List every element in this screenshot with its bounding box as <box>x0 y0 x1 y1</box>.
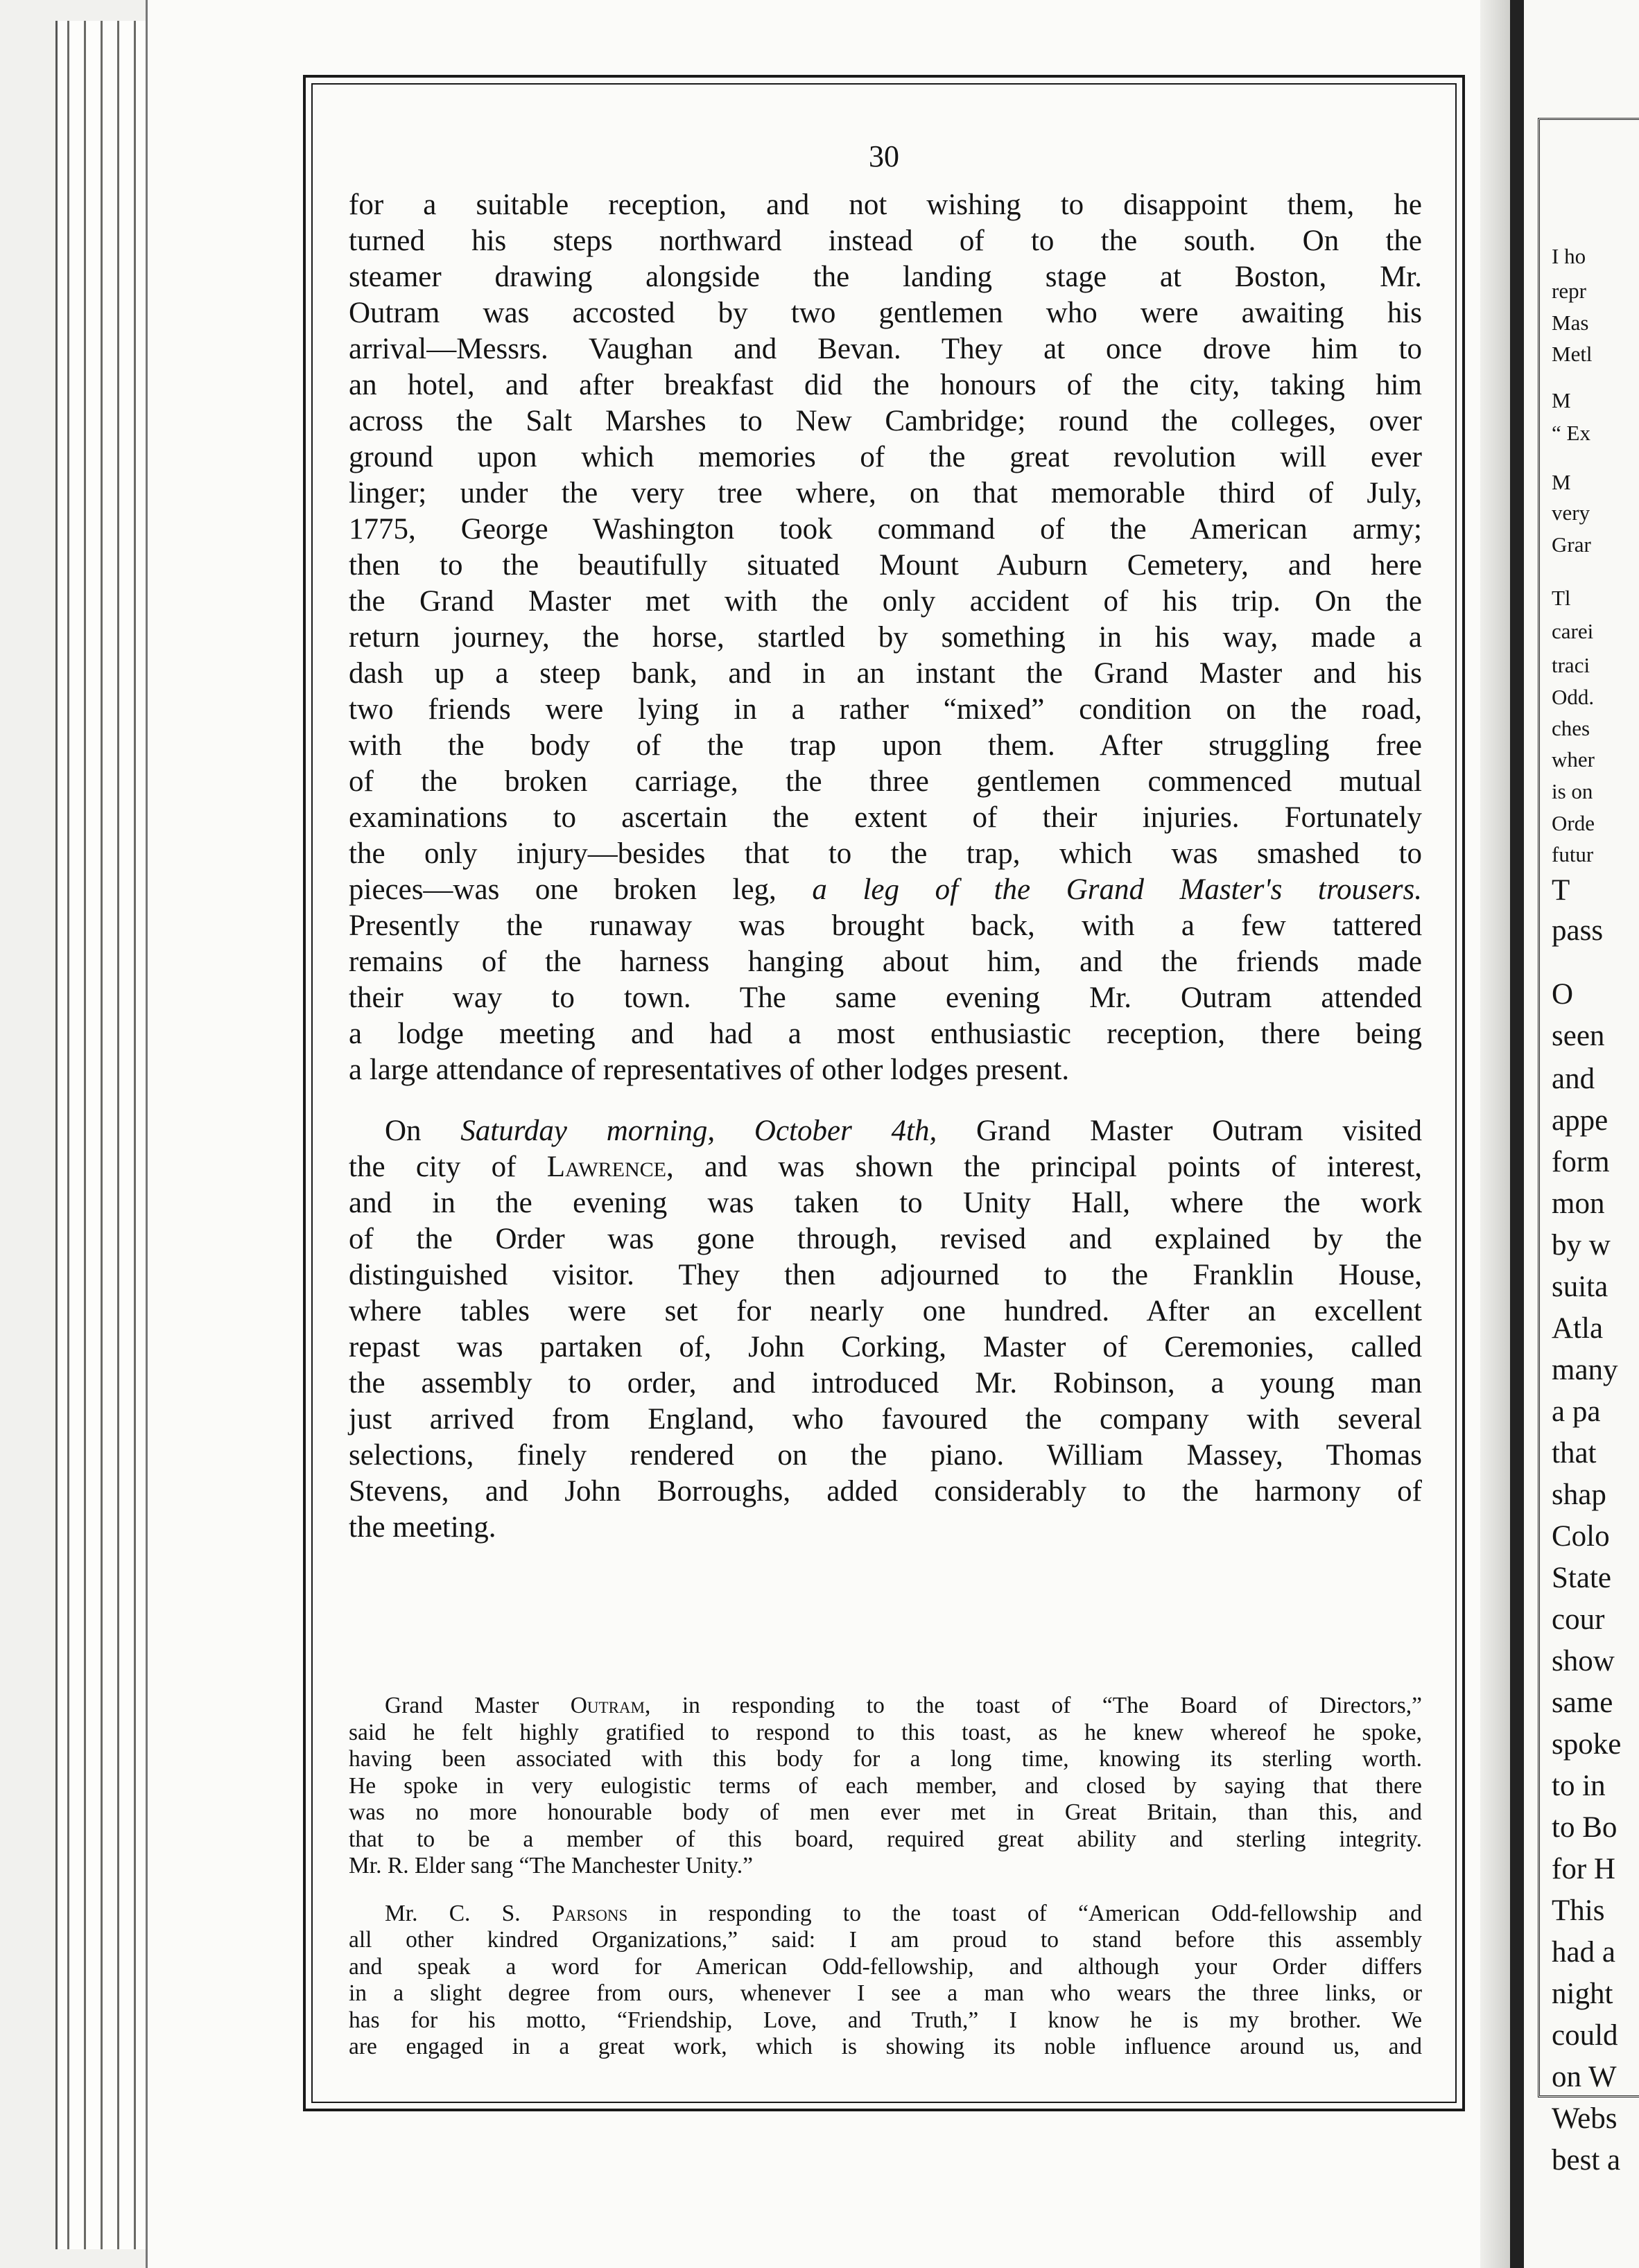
text-line: just arrived from England, who favoured the company with several <box>349 1403 1422 1436</box>
text-line: 1775, George Washington took command of the American army; <box>349 513 1422 546</box>
adjacent-text-fragment: best a <box>1552 2144 1621 2177</box>
text-line: Mr. C. S. Parsons in responding to the toast of “American Odd-fellowship and <box>385 1900 1423 1926</box>
adjacent-text-fragment: pass <box>1552 914 1604 947</box>
text-line: pieces—was one broken leg, a leg of the Grand Master's trousers. <box>349 873 1423 906</box>
adjacent-text-fragment: many <box>1552 1354 1618 1386</box>
adjacent-text-fragment: traci <box>1552 653 1590 677</box>
adjacent-text-fragment: O <box>1552 978 1574 1011</box>
text-line: Mr. R. Elder sang “The Manchester Unity.” <box>349 1853 753 1878</box>
text-line: Stevens, and John Borroughs, added considerably to the harmony of <box>349 1475 1422 1508</box>
adjacent-text-fragment: ches <box>1552 716 1590 740</box>
speaker-name: Parsons <box>551 1900 628 1926</box>
adjacent-text-fragment: Odd. <box>1552 685 1595 709</box>
text-line: return journey, the horse, startled by something in his way, made a <box>349 621 1422 654</box>
adjacent-text-fragment: same <box>1552 1686 1613 1719</box>
text-line: of the Order was gone through, revised and explained by the <box>349 1223 1422 1255</box>
text-line: having been associated with this body for a long time, knowing its sterling worth. <box>349 1746 1422 1772</box>
adjacent-text-fragment: spoke <box>1552 1728 1622 1761</box>
text-line: Presently the runaway was brought back, with a few tattered <box>349 909 1422 942</box>
text-line: the meeting. <box>349 1511 496 1544</box>
paragraph-4 <box>349 1901 1422 2061</box>
text-line: was no more honourable body of men ever met in Great Britain, than this, and <box>349 1799 1422 1825</box>
adjacent-text-fragment: mon <box>1552 1187 1605 1220</box>
adjacent-text-fragment: suita <box>1552 1271 1608 1303</box>
adjacent-text-fragment: This <box>1552 1894 1605 1927</box>
adjacent-text-fragment: night <box>1552 1978 1613 2010</box>
speaker-name: Outram <box>570 1693 645 1718</box>
date-italic: Saturday morning, October 4th, <box>460 1115 937 1147</box>
main-text <box>349 187 1422 1546</box>
text-line: steamer drawing alongside the landing stage at Boston, Mr. <box>349 261 1422 293</box>
text-line: are engaged in a great work, which is showing its noble influence around us, and <box>349 2034 1422 2059</box>
adjacent-text-fragment: M <box>1552 388 1571 412</box>
adjacent-text-fragment: and <box>1552 1063 1595 1095</box>
text-line: then to the beautifully situated Mount Auburn Cemetery, and here <box>349 549 1422 582</box>
page-number: 30 <box>869 139 899 173</box>
italic-phrase: a leg of the Grand Master's trousers. <box>812 873 1423 906</box>
adjacent-text-fragment: Colo <box>1552 1520 1610 1553</box>
adjacent-text-fragment: I ho <box>1552 244 1586 268</box>
page-border <box>303 75 1465 2111</box>
adjacent-text-fragment: “ Ex <box>1552 421 1590 445</box>
text-line: the assembly to order, and introduced Mr. Robinson, a young man <box>349 1367 1422 1399</box>
text-line: of the broken carriage, the three gentlemen commenced mutual <box>349 765 1422 798</box>
paragraph-2 <box>349 1113 1422 1546</box>
text-line: dash up a steep bank, and in an instant the Grand Master and his <box>349 657 1422 690</box>
adjacent-text-fragment: shap <box>1552 1478 1606 1511</box>
adjacent-text-fragment: repr <box>1552 279 1586 303</box>
adjacent-text-fragment: on W <box>1552 2061 1617 2093</box>
toast-responses <box>349 1693 1422 2061</box>
text-line: the only injury—besides that to the trap, which was smashed to <box>349 837 1422 870</box>
text-line: turned his steps northward instead of to the south. On the <box>349 225 1422 257</box>
text-line: distinguished visitor. They then adjourned to the Franklin House, <box>349 1259 1422 1291</box>
text-line: arrival—Messrs. Vaughan and Bevan. They at once drove him to <box>349 333 1422 365</box>
text-line: in a slight degree from ours, whenever I see a man who wears the three links, or <box>349 1980 1422 2006</box>
adjacent-text-fragment: form <box>1552 1146 1610 1178</box>
adjacent-text-fragment: by w <box>1552 1229 1611 1262</box>
adjacent-text-fragment: seen <box>1552 1020 1605 1052</box>
text-line: linger; under the very tree where, on that memorable third of July, <box>349 477 1422 509</box>
adjacent-text-fragment: that <box>1552 1437 1597 1469</box>
paragraph-3 <box>349 1693 1422 1880</box>
text-line: an hotel, and after breakfast did the honours of the city, taking him <box>349 369 1422 401</box>
adjacent-text-fragment: State <box>1552 1562 1611 1594</box>
text-line: remains of the harness hanging about him, and the friends made <box>349 945 1422 978</box>
paragraph-1 <box>349 187 1422 1088</box>
adjacent-text-fragment: futur <box>1552 842 1594 866</box>
text-line: for a suitable reception, and not wishing to disappoint them, he <box>349 189 1422 221</box>
city-name: Lawrence <box>546 1151 666 1183</box>
text-line: has for his motto, “Friendship, Love, and Truth,” I know he is my brother. We <box>349 2007 1422 2033</box>
adjacent-text-fragment: Webs <box>1552 2102 1618 2135</box>
adjacent-text-fragment: to Bo <box>1552 1811 1618 1844</box>
adjacent-text-fragment: Orde <box>1552 811 1595 835</box>
adjacent-text-fragment: Mas <box>1552 311 1589 335</box>
adjacent-text-fragment: a pa <box>1552 1395 1601 1428</box>
text-line: Grand Master Outram, in responding to the toast of “The Board of Directors,” <box>385 1693 1422 1718</box>
adjacent-text-fragment: Tl <box>1552 586 1571 610</box>
text-line: and speak a word for American Odd-fellowship, and although your Order differs <box>349 1953 1422 1980</box>
text-line: a lodge meeting and had a most enthusiastic reception, there being <box>349 1018 1422 1050</box>
text-line: examinations to ascertain the extent of their injuries. Fortunately <box>349 801 1422 834</box>
text-line: where tables were set for nearly one hundred. After an excellent <box>349 1295 1422 1327</box>
adjacent-text-fragment: is on <box>1552 779 1593 803</box>
adjacent-text-fragment: could <box>1552 2019 1618 2052</box>
text-line: their way to town. The same evening Mr. Outram attended <box>349 982 1422 1014</box>
text-line: with the body of the trap upon them. After struggling free <box>349 729 1422 762</box>
text-line: selections, finely rendered on the piano. William Massey, Thomas <box>349 1439 1422 1472</box>
stacked-page-edges <box>55 21 155 2249</box>
adjacent-text-fragment: had a <box>1552 1936 1615 1969</box>
text-line: repast was partaken of, John Corking, Master of Ceremonies, called <box>349 1331 1422 1363</box>
adjacent-text-fragment: wher <box>1552 747 1595 771</box>
text-line: Outram was accosted by two gentlemen who were awaiting his <box>349 297 1422 329</box>
text-line: two friends were lying in a rather “mixed” condition on the road, <box>349 693 1422 726</box>
text-line: and in the evening was taken to Unity Hall, where the work <box>349 1187 1422 1219</box>
text-line: a large attendance of representatives of other lodges present. <box>349 1054 1070 1086</box>
adjacent-text-fragment: Metl <box>1552 342 1593 366</box>
text-line: said he felt highly gratified to respond to this toast, as he knew whereof he spoke, <box>349 1719 1422 1745</box>
adjacent-text-fragment: cour <box>1552 1603 1605 1636</box>
adjacent-text-fragment: T <box>1552 874 1570 907</box>
text-line: across the Salt Marshes to New Cambridge; round the colleges, over <box>349 405 1422 437</box>
text-line: the Grand Master met with the only accident of his trip. On the <box>349 585 1422 618</box>
adjacent-text-fragment: for H <box>1552 1853 1615 1885</box>
adjacent-text-fragment: to in <box>1552 1770 1606 1802</box>
adjacent-text-fragment: show <box>1552 1645 1615 1677</box>
text-line: the city of Lawrence, and was shown the principal points of interest, <box>349 1151 1423 1183</box>
text-line: that to be a member of this board, required great ability and sterling integrity. <box>349 1826 1422 1852</box>
adjacent-page <box>1524 0 1639 2268</box>
adjacent-text-fragment: carei <box>1552 619 1594 643</box>
adjacent-text-fragment: very <box>1552 500 1590 525</box>
adjacent-text-fragment: Grar <box>1552 532 1591 557</box>
text-line: He spoke in very eulogistic terms of each member, and closed by saying that there <box>349 1772 1422 1799</box>
adjacent-text-fragment: Atla <box>1552 1312 1604 1345</box>
text-line: all other kindred Organizations,” said: I am proud to stand before this assembly <box>349 1927 1422 1953</box>
adjacent-text-fragment: M <box>1552 470 1571 494</box>
text-line: On Saturday morning, October 4th, Grand Master Outram visited <box>385 1115 1423 1147</box>
adjacent-text-fragment: appe <box>1552 1104 1608 1137</box>
text-line: ground upon which memories of the great revolution will ever <box>349 441 1422 473</box>
book-binding <box>1510 0 1524 2268</box>
